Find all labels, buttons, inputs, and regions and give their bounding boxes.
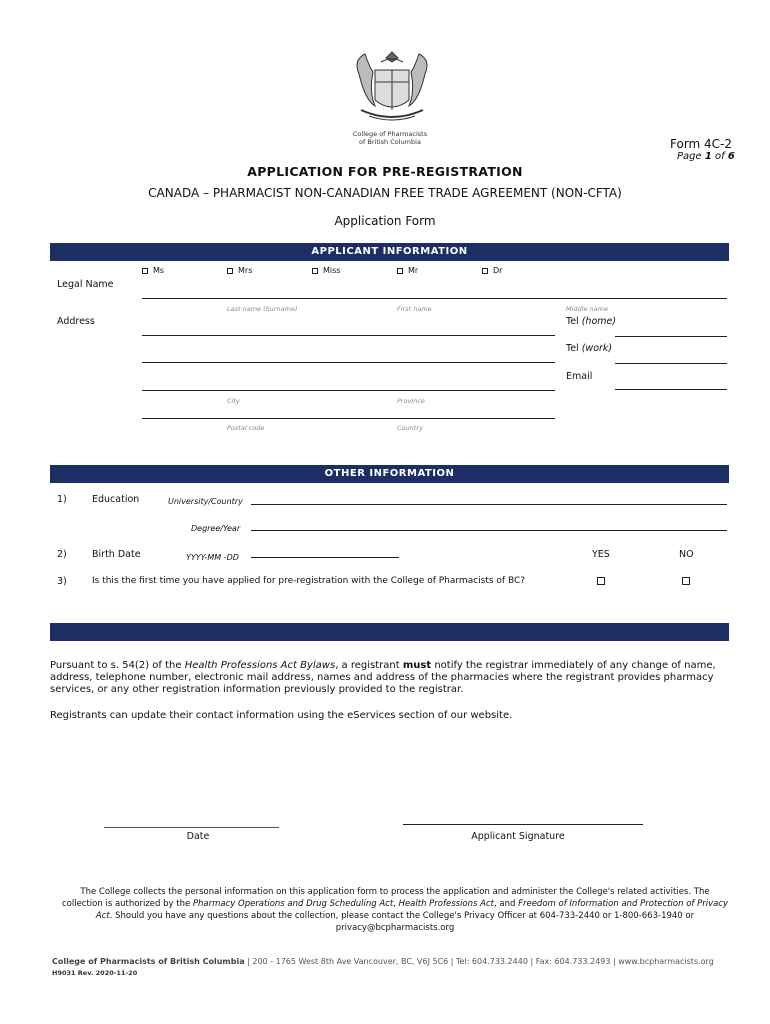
college-name-text: College of Pharmacists of British Columbia — [352, 130, 428, 146]
tel-work-label: Tel (work) — [566, 343, 613, 354]
first-time-yes-checkbox[interactable] — [597, 577, 605, 585]
date-label: Date — [186, 831, 210, 842]
city-hint: City — [227, 397, 240, 405]
page-indicator: Page 1 of 6 — [677, 151, 735, 162]
address-line-1[interactable] — [142, 335, 555, 336]
footer-contact: College of Pharmacists of British Columbia | 200 - 1765 West 8th Ave Vancouver, BC, V6J 5C6 | Tel: 604.733.2440 | Fax: 604.733.2493 | www.bcpharmacists.org — [52, 957, 714, 966]
notification-paragraph: Pursuant to s. 54(2) of the Health Professions Act Bylaws, a registrant must notify the registrar immediately of any change of name, address, telephone number, electronic mail address, names and address of the pharmacies where the registrant provides pharmacy services, or any other registration information previously provided to the registrar. — [50, 660, 716, 695]
address-line-2[interactable] — [142, 362, 555, 363]
country-hint: Country — [397, 424, 423, 432]
signature-label: Applicant Signature — [471, 831, 565, 842]
education-label: Education — [92, 494, 140, 505]
email-field[interactable] — [615, 389, 727, 390]
title-option-mr[interactable]: Mr — [397, 266, 418, 275]
birth-date-field[interactable] — [251, 557, 399, 558]
title-option-dr[interactable]: Dr — [482, 266, 502, 275]
legal-name-label: Legal Name — [57, 279, 114, 290]
question-1-number: 1) — [57, 494, 67, 505]
birth-date-label: Birth Date — [92, 549, 141, 560]
form-number: Form 4C-2 — [670, 137, 733, 151]
form-subtitle: CANADA – PHARMACIST NON-CANADIAN FREE TRADE AGREEMENT (NON-CFTA) — [148, 186, 622, 200]
province-hint: Province — [397, 397, 425, 405]
first-time-no-checkbox[interactable] — [682, 577, 690, 585]
checkbox[interactable] — [312, 268, 318, 274]
degree-year-hint: Degree/Year — [191, 524, 241, 533]
question-3-number: 3) — [57, 576, 67, 587]
address-line-3[interactable] — [142, 390, 555, 391]
no-label: NO — [679, 549, 694, 560]
signature-field[interactable] — [403, 824, 643, 825]
address-line-4[interactable] — [142, 418, 555, 419]
applicant-information-header: APPLICANT INFORMATION — [50, 243, 729, 261]
tel-work-field[interactable] — [615, 363, 727, 364]
declaration-bar — [50, 623, 729, 641]
postal-code-hint: Postal code — [227, 424, 265, 432]
eservices-paragraph: Registrants can update their contact information using the eServices section of our website. — [50, 710, 513, 721]
title-option-mrs[interactable]: Mrs — [227, 266, 252, 275]
checkbox[interactable] — [482, 268, 488, 274]
middle-name-hint: Middle name — [566, 305, 608, 313]
form-name: Application Form — [334, 214, 436, 228]
legal-name-field[interactable] — [142, 298, 727, 299]
university-country-hint: University/Country — [168, 497, 243, 506]
tel-home-label: Tel (home) — [566, 316, 617, 327]
degree-year-field[interactable] — [251, 530, 727, 531]
tel-home-field[interactable] — [615, 336, 727, 337]
title-option-ms[interactable]: Ms — [142, 266, 164, 275]
yes-label: YES — [592, 549, 610, 560]
birth-date-hint: YYYY-MM -DD — [186, 553, 239, 562]
address-label: Address — [57, 316, 95, 327]
last-name-hint: Last name (Surname) — [227, 305, 298, 313]
revision-code: H9031 Rev. 2020-11-20 — [52, 969, 138, 977]
form-title: APPLICATION FOR PRE-REGISTRATION — [247, 164, 523, 179]
checkbox[interactable] — [227, 268, 233, 274]
checkbox[interactable] — [397, 268, 403, 274]
first-time-question: Is this the first time you have applied for pre-registration with the College of Pharmacists of BC? — [92, 576, 526, 586]
other-information-header: OTHER INFORMATION — [50, 465, 729, 483]
date-field[interactable] — [104, 827, 279, 828]
question-2-number: 2) — [57, 549, 67, 560]
checkbox[interactable] — [142, 268, 148, 274]
privacy-notice: The College collects the personal information on this application form to process the application and administer the College's related activities. The collection is authorized by the Pharmacy Operations and Drug Scheduling Act, Health Professions Act, and Freedom of Information and Protection of Privacy Act. Should you have any questions about the collection, please contact the College's Privacy Officer at 604-733-2440 or 1-800-663-1940 or privacy@bcpharmacists.org — [61, 887, 729, 933]
email-label: Email — [566, 371, 593, 382]
first-name-hint: First name — [397, 305, 432, 313]
title-option-miss[interactable]: Miss — [312, 266, 340, 275]
university-country-field[interactable] — [251, 504, 727, 505]
